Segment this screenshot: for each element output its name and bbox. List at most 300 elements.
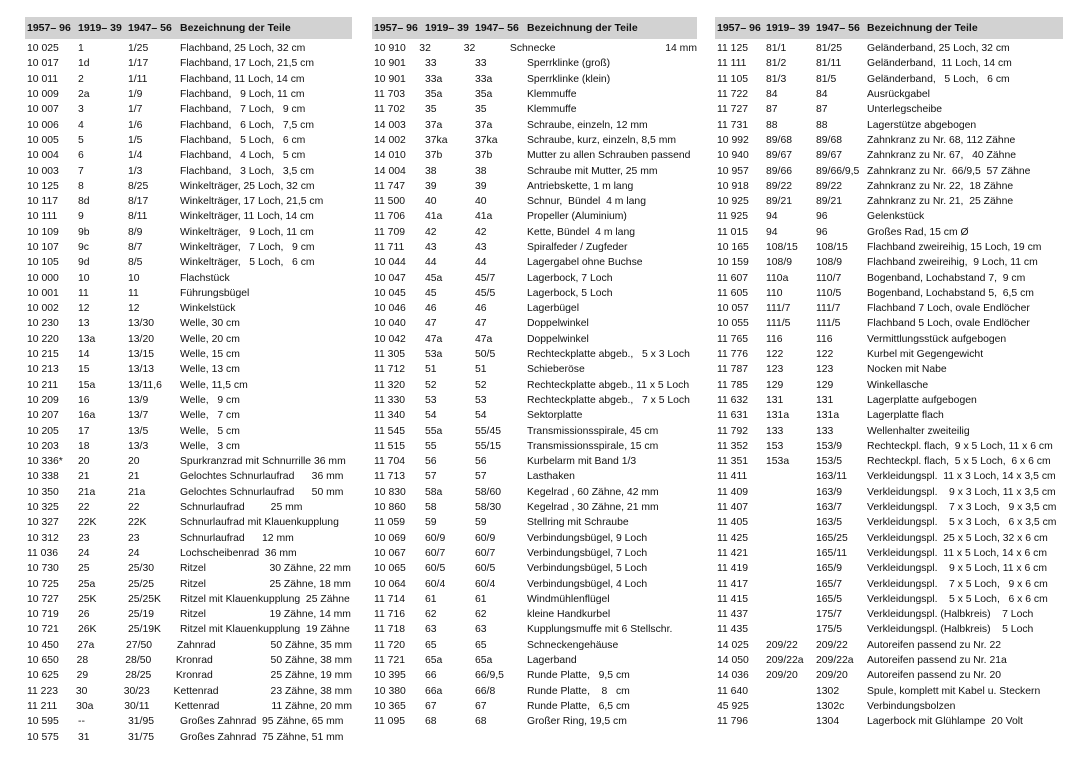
part-number-1957-96: 10 040	[374, 318, 406, 330]
part-description: Kettenrad 11 Zähne, 20 mm	[174, 700, 352, 712]
part-number-1957-96: 10 165	[717, 242, 749, 253]
table-row	[715, 41, 1063, 56]
table-row	[25, 500, 352, 515]
part-description: Schnurlaufrad mit Klauenkupplung	[180, 517, 339, 529]
part-number-1919-39: 123	[766, 364, 784, 376]
part-number-1947-56: 56	[475, 456, 487, 468]
part-description: Schraube, kurz, einzeln, 8,5 mm	[527, 134, 677, 146]
part-number-1947-56: 1/17	[128, 58, 149, 70]
table-row	[715, 378, 1063, 393]
header-1947-56: 1947– 56	[128, 22, 172, 34]
part-number-1957-96: 10 067	[374, 547, 406, 559]
table-row	[25, 87, 352, 102]
part-number-1947-56: 52	[475, 379, 487, 391]
part-number-1947-56: 30/23	[123, 685, 150, 697]
part-description: Zahnkranz zu Nr. 22, 18 Zähne	[867, 180, 1014, 192]
part-description: Verkleidungspl. 25 x 5 Loch, 32 x 6 cm	[867, 532, 1048, 544]
part-number-1957-96: 11 437	[717, 609, 749, 621]
part-number-1947-56: 122	[816, 349, 834, 361]
part-number-1957-96: 11 711	[374, 242, 405, 253]
part-number-1957-96: 11 111	[717, 58, 747, 70]
part-number-1947-56: 165/7	[816, 578, 843, 590]
part-number-1957-96: 10 730	[27, 563, 59, 575]
table-row	[372, 714, 697, 729]
part-description: Winkelträger, 25 Loch, 32 cm	[180, 180, 315, 192]
part-number-1919-39: 111/5	[766, 318, 791, 330]
part-number-1957-96: 10 992	[717, 134, 749, 146]
table-row	[25, 163, 352, 178]
part-number-1947-56: 8/11	[128, 211, 148, 223]
part-number-1919-39: 55a	[425, 425, 443, 437]
part-number-1947-56: 116	[816, 333, 833, 345]
part-number-1919-39: 21a	[78, 486, 96, 498]
part-number-1919-39: 30	[75, 685, 88, 697]
part-number-1957-96: 10 209	[27, 394, 59, 406]
part-number-1947-56: 59	[475, 517, 487, 529]
part-description: Großes Rad, 15 cm Ø	[867, 226, 969, 238]
part-number-1947-56: 32	[463, 43, 476, 55]
part-number-1919-39: 89/68	[766, 134, 793, 146]
table-row	[715, 117, 1063, 132]
part-number-1947-56: 65a	[475, 655, 493, 667]
part-description: Ritzel 30 Zähne, 22 mm	[180, 563, 351, 575]
part-description: Bogenband, Lochabstand 7, 9 cm	[867, 272, 1026, 284]
part-number-1957-96: 11 731	[717, 119, 749, 131]
table-row	[372, 72, 697, 87]
part-number-1947-56: 25/19K	[128, 624, 161, 636]
part-number-1957-96: 11 796	[717, 716, 749, 728]
part-number-1919-39: 30a	[76, 700, 94, 712]
part-number-1919-39: 52	[425, 379, 437, 391]
part-description: Lochscheibenrad 36 mm	[180, 547, 297, 559]
part-number-1919-39: 131	[766, 394, 784, 406]
part-number-1957-96: 10 065	[374, 563, 406, 575]
part-number-1957-96: 10 910	[374, 43, 406, 55]
part-description: Zahnkranz zu Nr. 21, 25 Zähne	[867, 196, 1014, 208]
part-description: Runde Platte, 8 cm	[527, 685, 630, 697]
table-header	[25, 17, 352, 39]
part-description: Sektorplatte	[527, 410, 583, 422]
part-description: Rechteckplatte abgeb., 11 x 5 Loch	[527, 379, 690, 391]
part-number-1957-96: 11 417	[717, 578, 749, 590]
part-number-1957-96: 10 338	[27, 471, 59, 483]
part-number-1947-56: 163/5	[816, 517, 843, 529]
part-number-1947-56: 165/5	[816, 593, 843, 605]
table-row	[25, 638, 352, 653]
part-number-1919-39: 1	[78, 43, 84, 55]
table-row	[372, 408, 697, 423]
table-row	[372, 592, 697, 607]
part-number-1919-39: 108/15	[766, 242, 798, 253]
part-number-1947-56: 23	[128, 532, 140, 544]
table-row	[25, 148, 352, 163]
part-number-1947-56: 13/7	[128, 410, 149, 422]
part-number-1947-56: 165/9	[816, 563, 843, 575]
table-row	[372, 515, 697, 530]
part-number-1947-56: 209/22a	[816, 655, 854, 667]
part-number-1919-39: 9b	[78, 226, 90, 238]
part-number-1947-56: 13/30	[128, 318, 155, 330]
part-number-1947-56: 153/5	[816, 456, 843, 468]
part-number-1957-96: 11 305	[374, 349, 406, 361]
part-number-1957-96: 10 957	[717, 165, 749, 177]
part-number-1919-39: 47	[425, 318, 437, 330]
part-description: Flachband, 9 Loch, 11 cm	[180, 89, 305, 101]
table-row	[715, 576, 1063, 591]
part-description: Flachband zweireihig, 15 Loch, 19 cm	[867, 242, 1042, 253]
part-number-1919-39: 81/1	[766, 43, 787, 55]
part-number-1919-39: 209/22a	[766, 655, 804, 667]
part-number-1957-96: 14 003	[374, 119, 406, 131]
part-number-1957-96: 11 351	[717, 456, 749, 468]
part-number-1919-39: 89/22	[766, 180, 793, 192]
table-row	[715, 500, 1063, 515]
table-row	[25, 714, 352, 729]
part-description: Wellenhalter zweiteilig	[867, 425, 970, 437]
part-number-1957-96: 11 765	[717, 333, 749, 345]
part-number-1947-56: 41a	[475, 211, 493, 223]
part-number-1947-56: 31/75	[128, 731, 155, 743]
part-number-1957-96: 10 011	[27, 73, 59, 85]
part-number-1947-56: 81/25	[816, 43, 843, 55]
table-row	[25, 133, 352, 148]
part-number-1919-39: 87	[766, 104, 778, 116]
part-number-1919-39: 32	[419, 43, 431, 55]
part-number-1957-96: 45 925	[717, 700, 749, 712]
table-row	[25, 286, 352, 301]
part-number-1947-56: 35	[475, 104, 487, 116]
part-number-1919-39: 56	[425, 456, 437, 468]
table-row	[372, 225, 697, 240]
part-number-1919-39: 110a	[766, 272, 789, 284]
part-number-1947-56: 10	[128, 272, 140, 284]
part-number-1919-39: 94	[766, 211, 778, 223]
part-description: Verbindungsbolzen	[867, 700, 956, 712]
part-description: Winkelträger, 11 Loch, 14 cm	[180, 211, 314, 223]
part-description: Flachband, 7 Loch, 9 cm	[180, 104, 306, 116]
part-number-1919-39: 33a	[425, 73, 443, 85]
part-number-1919-39: 31	[78, 731, 90, 743]
part-number-1947-56: 47	[475, 318, 487, 330]
part-description: Großer Ring, 19,5 cm	[527, 716, 627, 728]
part-description: Flachband, 4 Loch, 5 cm	[180, 150, 306, 162]
part-number-1957-96: 10 046	[374, 303, 406, 315]
part-number-1947-56: 20	[128, 456, 140, 468]
part-description: Lagerbock, 7 Loch	[527, 272, 613, 284]
part-number-1957-96: 10 117	[27, 196, 59, 208]
part-number-1919-39: 13a	[78, 333, 96, 345]
part-number-1957-96: 10 230	[27, 318, 59, 330]
table-row	[25, 393, 352, 408]
part-description: Nocken mit Nabe	[867, 364, 947, 376]
part-number-1947-56: 13/11,6	[128, 379, 162, 391]
part-number-1957-96: 14 004	[374, 165, 406, 177]
part-number-1957-96: 11 702	[374, 104, 406, 116]
part-description: Rechteckpl. flach, 9 x 5 Loch, 11 x 6 cm	[867, 440, 1053, 452]
table-row	[715, 255, 1063, 270]
part-description: Verkleidungspl. 9 x 5 Loch, 11 x 6 cm	[867, 563, 1048, 575]
table-row	[372, 56, 697, 71]
part-number-1957-96: 10 860	[374, 502, 406, 514]
part-number-1947-56: 111/7	[816, 303, 841, 315]
table-row	[715, 439, 1063, 454]
part-number-1919-39: 58	[425, 502, 437, 514]
part-number-1957-96: 11 640	[717, 685, 749, 697]
part-number-1947-56: 24	[128, 547, 140, 559]
part-number-1957-96: 10 395	[374, 670, 406, 682]
part-number-1919-39: 89/67	[766, 150, 793, 162]
part-number-1919-39: 27a	[77, 639, 95, 651]
table-row	[372, 240, 697, 255]
part-description: Schieberöse	[527, 364, 585, 376]
part-number-1947-56: 89/22	[816, 180, 843, 192]
part-number-1947-56: 53	[475, 394, 487, 406]
part-number-1957-96: 11 709	[374, 226, 406, 238]
table-row	[715, 683, 1063, 698]
part-number-1947-56: 57	[475, 471, 487, 483]
table-row	[25, 454, 352, 469]
part-description: Kegelrad , 60 Zähne, 42 mm	[527, 486, 659, 498]
part-number-1919-39: 2	[78, 73, 84, 85]
part-description: Autoreifen passend zu Nr. 22	[867, 639, 1002, 651]
part-number-1919-39: 9	[78, 211, 84, 223]
table-row	[372, 148, 697, 163]
part-number-1947-56: 13/20	[128, 333, 155, 345]
part-number-1957-96: 10 925	[717, 196, 749, 208]
table-row	[715, 531, 1063, 546]
part-number-1919-39: 38	[425, 165, 437, 177]
part-number-1947-56: 89/68	[816, 134, 843, 146]
table-row	[372, 378, 697, 393]
part-number-1957-96: 11 545	[374, 425, 406, 437]
part-description: Lagerplatte aufgebogen	[867, 394, 977, 406]
part-description: Kegelrad , 30 Zähne, 21 mm	[527, 502, 659, 514]
part-number-1957-96: 11 419	[717, 563, 749, 575]
part-description: Vermittlungsstück aufgebogen	[867, 333, 1007, 345]
part-description: Spiralfeder / Zugfeder	[527, 242, 628, 253]
table-row	[25, 561, 352, 576]
part-number-1947-56: 54	[475, 410, 487, 422]
part-number-1919-39: 9d	[78, 257, 90, 269]
part-description: Spule, komplett mit Kabel u. Steckern	[867, 685, 1041, 697]
part-number-1947-56: 33a	[475, 73, 493, 85]
part-number-1947-56: 60/5	[475, 563, 496, 575]
part-number-1919-39: 8d	[78, 196, 90, 208]
part-number-1947-56: 96	[816, 226, 828, 238]
table-row	[715, 561, 1063, 576]
part-number-1947-56: 58/60	[475, 486, 502, 498]
part-description: Flachband, 25 Loch, 32 cm	[180, 43, 306, 55]
part-number-1957-96: 10 007	[27, 104, 59, 116]
part-number-1919-39: 46	[425, 303, 437, 315]
part-number-1947-56: 37a	[475, 119, 493, 131]
part-description: Flachband, 3 Loch, 3,5 cm	[180, 165, 314, 177]
part-number-1957-96: 11 435	[717, 624, 749, 636]
part-number-1957-96: 10 001	[27, 287, 59, 299]
part-number-1957-96: 11 747	[374, 180, 406, 192]
part-number-1957-96: 10 336*	[27, 456, 63, 468]
part-number-1947-56: 165/11	[816, 547, 848, 559]
part-number-1919-39: 17	[78, 425, 90, 437]
part-description: Zahnkranz zu Nr. 68, 112 Zähne	[867, 134, 1016, 146]
part-description: Welle, 5 cm	[180, 425, 240, 437]
part-number-1947-56: 153/9	[816, 440, 843, 452]
table-row	[372, 209, 697, 224]
part-number-1919-39: 37ka	[425, 134, 448, 146]
part-number-1957-96: 11 125	[717, 43, 749, 55]
part-number-1957-96: 10 025	[27, 43, 59, 55]
part-number-1957-96: 10 830	[374, 486, 406, 498]
part-number-1947-56: 8/9	[128, 226, 143, 238]
part-description: Verkleidungspl. 11 x 3 Loch, 14 x 3,5 cm	[867, 471, 1056, 483]
part-number-1947-56: 27/50	[126, 639, 153, 651]
part-number-1947-56: 43	[475, 242, 487, 253]
table-row	[715, 362, 1063, 377]
part-description: Klemmuffe	[527, 89, 577, 101]
table-row	[715, 56, 1063, 71]
part-number-1947-56: 58/30	[475, 502, 502, 514]
part-number-1919-39: 153	[766, 440, 784, 452]
part-number-1919-39: 65a	[425, 655, 443, 667]
part-description: Windmühlenflügel	[527, 593, 610, 605]
part-number-1919-39: 37b	[425, 150, 443, 162]
part-description: Gelochtes Schnurlaufrad 50 mm	[180, 486, 344, 498]
part-number-1947-56: 13/15	[128, 349, 155, 361]
table-row	[25, 209, 352, 224]
table-row	[372, 301, 697, 316]
part-number-1957-96: 10 918	[717, 180, 749, 192]
part-number-1957-96: 10 045	[374, 287, 406, 299]
part-number-1919-39: 60/5	[425, 563, 446, 575]
table-row	[372, 332, 697, 347]
table-row	[715, 133, 1063, 148]
part-number-1919-39: 14	[78, 349, 90, 361]
table-row	[25, 225, 352, 240]
header-1919-39: 1919– 39	[78, 22, 122, 34]
table-row	[715, 270, 1063, 285]
part-number-1957-96: 10 207	[27, 410, 59, 422]
table-row	[715, 286, 1063, 301]
part-number-1947-56: 51	[475, 364, 487, 376]
part-number-1919-39: 68	[425, 716, 437, 728]
part-number-1957-96: 14 036	[717, 670, 749, 682]
part-description: Zahnkranz zu Nr. 67, 40 Zähne	[867, 150, 1017, 162]
part-number-1919-39: 22K	[78, 517, 97, 529]
table-row	[715, 225, 1063, 240]
part-number-1947-56: 44	[475, 257, 487, 269]
table-row	[25, 102, 352, 117]
part-number-1957-96: 10 721	[27, 624, 59, 636]
table-row	[372, 117, 697, 132]
part-number-1957-96: 10 215	[27, 349, 59, 361]
part-number-1947-56: 40	[475, 196, 487, 208]
part-number-1919-39: 59	[425, 517, 437, 529]
part-number-1919-39: 15	[78, 364, 90, 376]
part-description: Flachband, 6 Loch, 7,5 cm	[180, 119, 314, 131]
part-number-1957-96: 10 575	[27, 731, 59, 743]
part-description: Schnecke 14 mm	[509, 43, 697, 55]
part-description: Ausrückgabel	[867, 89, 930, 101]
part-number-1919-39: 25a	[78, 578, 96, 590]
part-description: Schnurlaufrad 12 mm	[180, 532, 294, 544]
table-row	[25, 622, 352, 637]
part-number-1947-56: 25/30	[128, 563, 155, 575]
part-description: Welle, 9 cm	[180, 394, 240, 406]
part-number-1947-56: 12	[128, 303, 140, 315]
part-number-1957-96: 11 706	[374, 211, 406, 223]
part-description: Welle, 13 cm	[180, 364, 240, 376]
part-number-1919-39: 66a	[425, 685, 443, 697]
part-description: Winkelträger, 9 Loch, 11 cm	[180, 226, 314, 238]
part-number-1947-56: 13/9	[128, 394, 149, 406]
part-number-1957-96: 11 515	[374, 440, 406, 452]
part-description: Gelochtes Schnurlaufrad 36 mm	[180, 471, 344, 483]
part-number-1919-39: 8	[78, 180, 84, 192]
part-number-1919-39: 110	[766, 287, 783, 299]
part-description: Schraube mit Mutter, 25 mm	[527, 165, 658, 177]
table-row	[372, 683, 697, 698]
part-number-1947-56: 81/11	[816, 58, 842, 70]
part-description: Zahnrad 50 Zähne, 35 mm	[177, 639, 352, 651]
part-number-1919-39: 40	[425, 196, 437, 208]
part-number-1919-39: 45a	[425, 272, 443, 284]
part-number-1919-39: 54	[425, 410, 437, 422]
part-number-1957-96: 11 792	[717, 425, 749, 437]
header-1957-96: 1957– 96	[27, 22, 71, 34]
part-number-1947-56: 209/22	[816, 639, 848, 651]
part-description: Lasthaken	[527, 471, 575, 483]
table-row	[25, 469, 352, 484]
part-number-1957-96: 11 105	[717, 73, 749, 85]
part-number-1957-96: 11 714	[374, 593, 406, 605]
part-description: Flachband zweireihig, 9 Loch, 11 cm	[867, 257, 1038, 269]
part-number-1947-56: 89/67	[816, 150, 843, 162]
part-number-1957-96: 10 042	[374, 333, 406, 345]
part-number-1957-96: 10 940	[717, 150, 749, 162]
part-number-1919-39: 39	[425, 180, 437, 192]
part-number-1957-96: 11 787	[717, 364, 749, 376]
part-number-1947-56: 110/7	[816, 272, 842, 284]
part-description: Doppelwinkel	[527, 333, 589, 345]
part-number-1947-56: 50/5	[475, 349, 496, 361]
part-description: Lagerbock, 5 Loch	[527, 287, 613, 299]
part-number-1947-56: 28/50	[125, 655, 152, 667]
part-number-1947-56: 1/5	[128, 134, 143, 146]
table-row	[25, 41, 352, 56]
part-description: Klemmuffe	[527, 104, 577, 116]
table-row	[25, 546, 352, 561]
part-number-1947-56: 60/4	[475, 578, 496, 590]
part-number-1957-96: 10 901	[374, 58, 406, 70]
table-row	[25, 270, 352, 285]
table-row	[25, 117, 352, 132]
table-row	[372, 500, 697, 515]
part-description: Verkleidungspl. 5 x 5 Loch, 6 x 6 cm	[867, 593, 1048, 605]
part-number-1947-56: 89/66/9,5	[816, 165, 860, 177]
table-row	[25, 683, 352, 698]
table-row	[715, 638, 1063, 653]
part-description: Verkleidungspl. 7 x 3 Loch, 9 x 3,5 cm	[867, 502, 1057, 514]
part-number-1947-56: 8/17	[128, 196, 149, 208]
part-number-1957-96: 11 721	[374, 655, 406, 667]
part-number-1947-56: 1302	[816, 685, 840, 697]
table-row	[25, 240, 352, 255]
part-description: Autoreifen passend zu Nr. 20	[867, 670, 1002, 682]
table-row	[372, 485, 697, 500]
table-row	[372, 270, 697, 285]
part-number-1919-39: 111/7	[766, 303, 791, 315]
part-number-1957-96: 11 059	[374, 517, 406, 529]
